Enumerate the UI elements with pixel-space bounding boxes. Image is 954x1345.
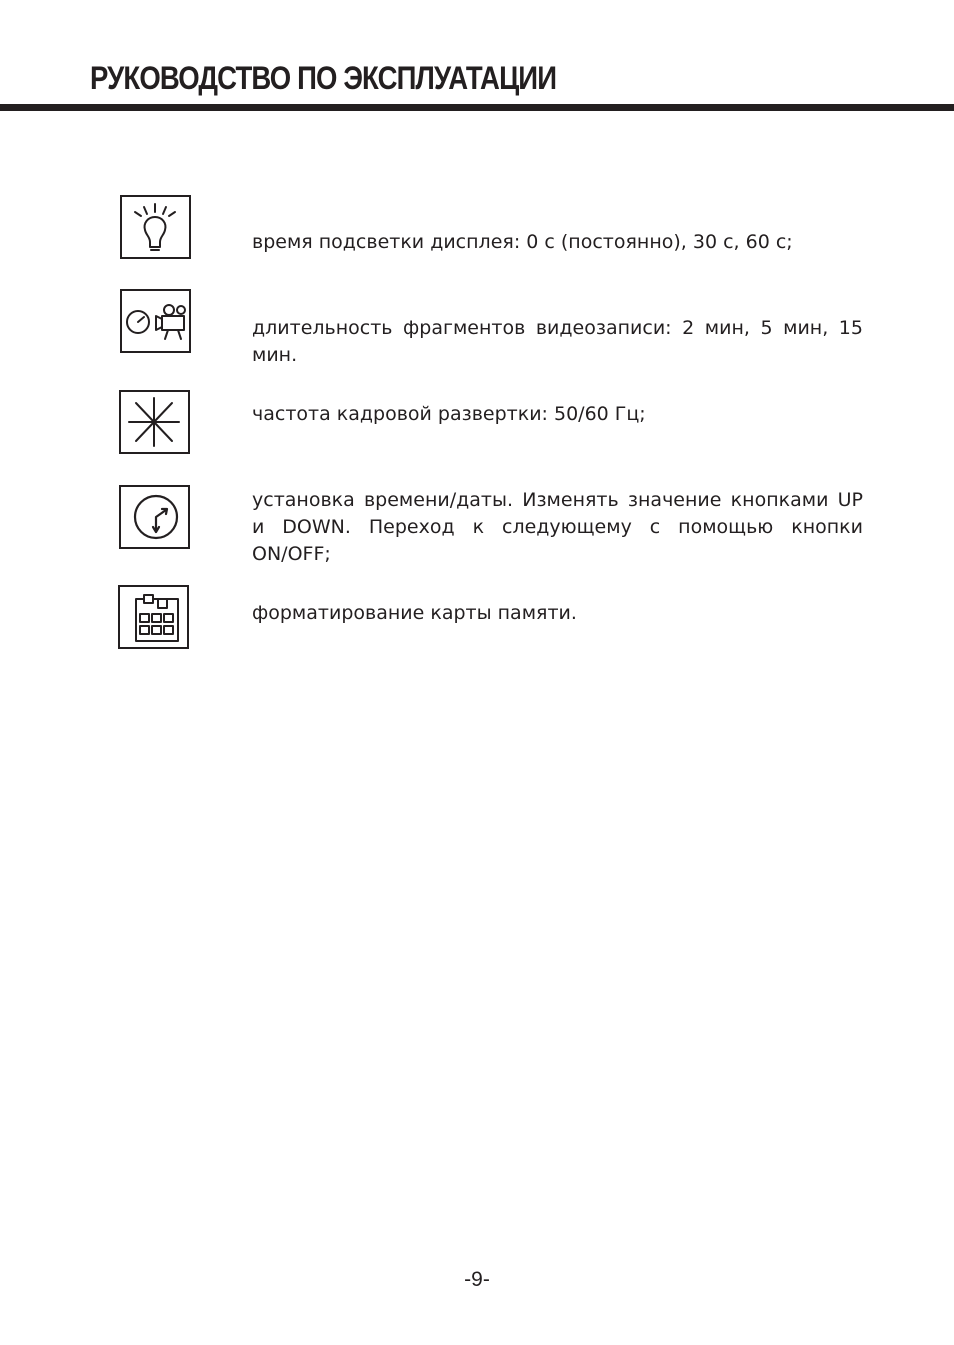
setting-description: частота кадровой развертки: 50/60 Гц; [252, 403, 646, 425]
memory-card-icon [118, 585, 189, 649]
page-header [0, 0, 954, 112]
page-number: -9- [464, 1268, 490, 1291]
light-bulb-icon [120, 195, 191, 259]
setting-description: установка времени/даты. Изменять значение кнопками UP и DOWN. Переход к следующему с помощью кнопки ON/OFF; [252, 489, 863, 565]
video-camera-timer-icon [120, 289, 191, 353]
header-rule [0, 104, 954, 111]
clock-icon [119, 485, 190, 549]
flicker-frequency-icon [119, 390, 190, 454]
setting-description: форматирование карты памяти. [252, 602, 577, 624]
setting-description: длительность фрагментов видеозаписи: 2 мин, 5 мин, 15 мин. [252, 317, 863, 366]
setting-description: время подсветки дисплея: 0 с (постоянно), 30 с, 60 с; [252, 231, 793, 253]
page-title: РУКОВОДСТВО ПО ЭКСПЛУАТАЦИИ [90, 60, 557, 96]
